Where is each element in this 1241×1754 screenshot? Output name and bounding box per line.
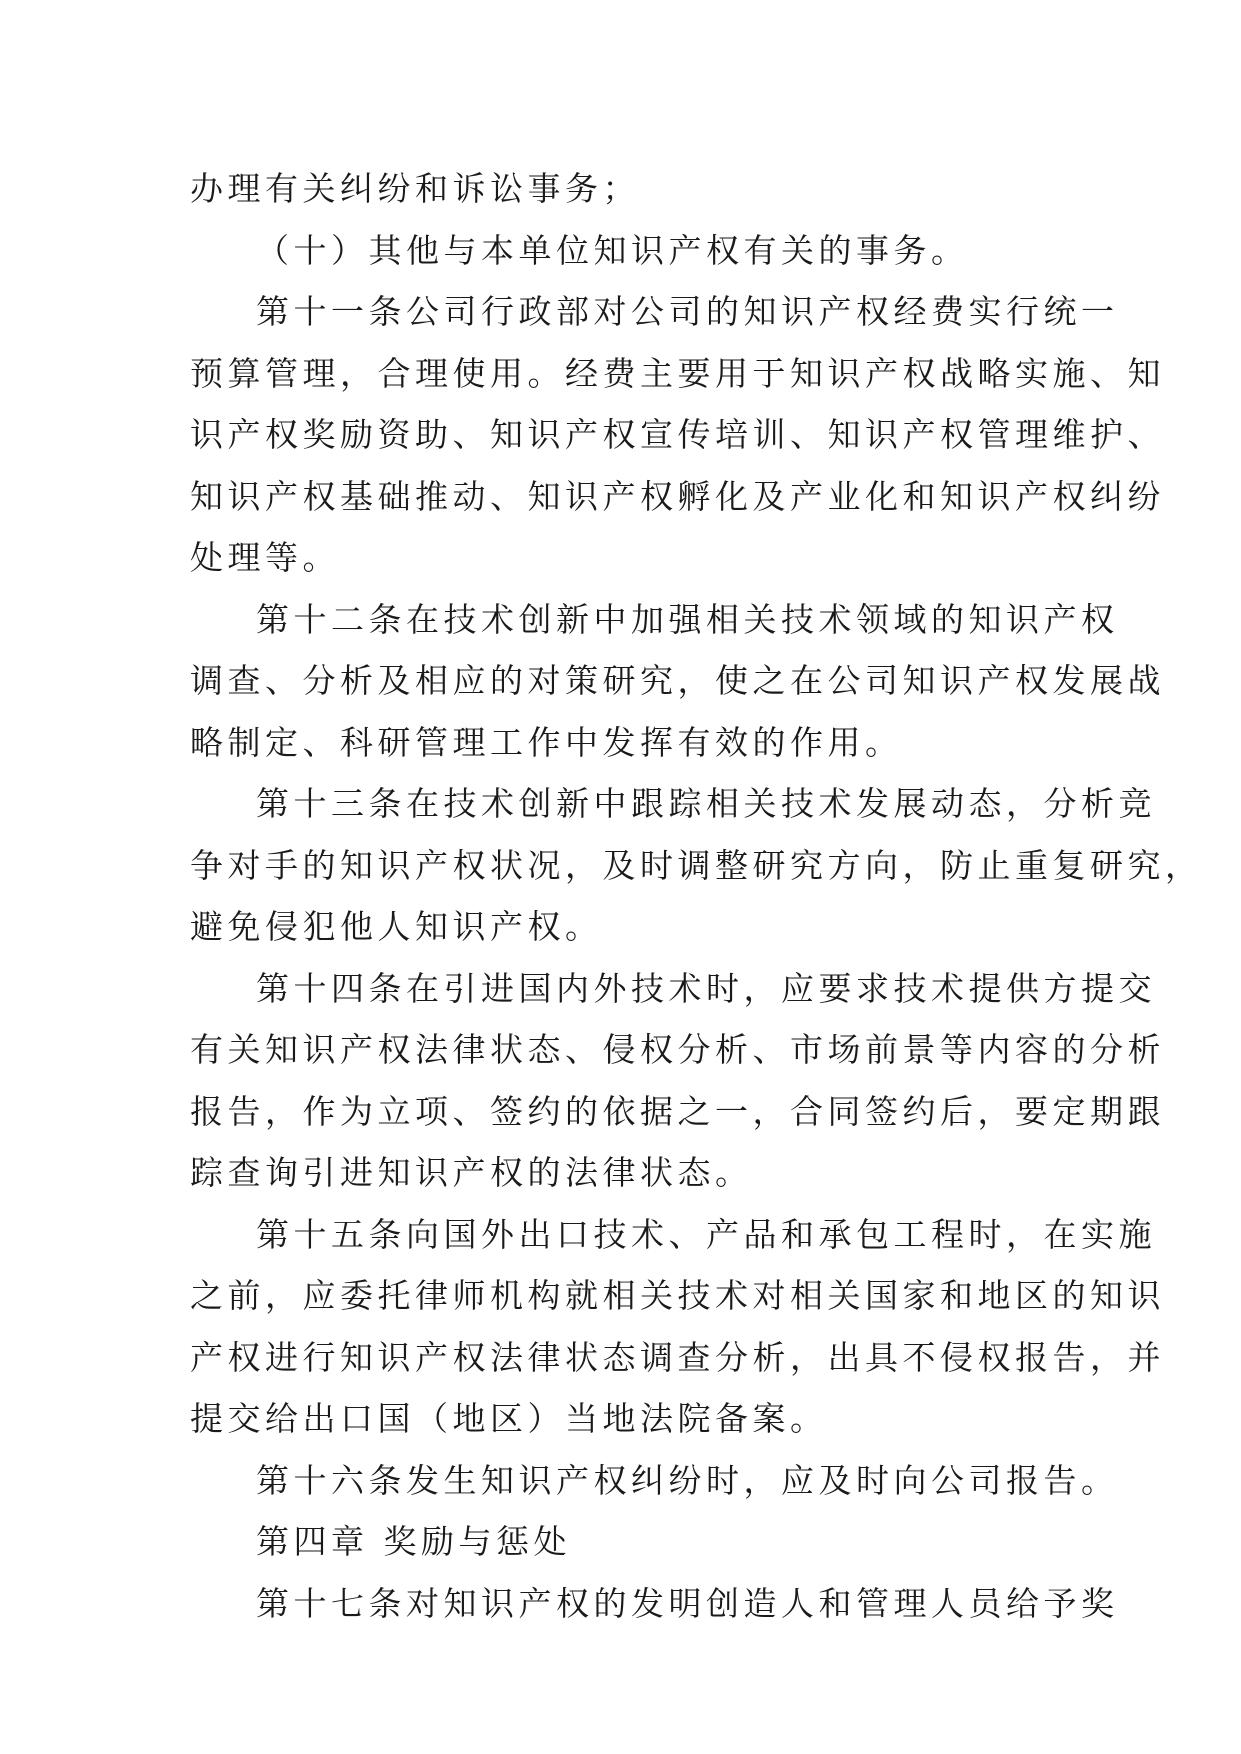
article-14-line: 第十四条在引进国内外技术时，应要求技术提供方提交 [256, 968, 1156, 1008]
text-line: 提交给出口国（地区）当地法院备案。 [190, 1399, 828, 1438]
article-17-line: 第十七条对知识产权的发明创造人和管理人员给予奖 [256, 1583, 1119, 1623]
article-11-line: 第十一条公司行政部对公司的知识产权经费实行统一 [256, 292, 1119, 331]
article-13-line: 第十三条在技术创新中跟踪相关技术发展动态，分析竞 [256, 784, 1156, 823]
article-15-line: 第十五条向国外出口技术、产品和承包工程时，在实施 [256, 1214, 1156, 1254]
text-line: 避免侵犯他人知识产权。 [190, 907, 603, 946]
article-16-line: 第十六条发生知识产权纠纷时，应及时向公司报告。 [256, 1460, 1119, 1500]
text-line: 略制定、科研管理工作中发挥有效的作用。 [190, 722, 903, 762]
text-line: 识产权奖励资助、知识产权宣传培训、知识产权管理维护、 [190, 415, 1165, 454]
text-line: 报告，作为立项、签约的依据之一，合同签约后，要定期跟 [190, 1091, 1165, 1131]
text-line: 办理有关纠纷和诉讼事务； [190, 169, 640, 208]
article-12-line: 第十二条在技术创新中加强相关技术领域的知识产权 [256, 599, 1119, 639]
text-line: 踪查询引进知识产权的法律状态。 [190, 1153, 753, 1192]
text-line: 有关知识产权法律状态、侵权分析、市场前景等内容的分析 [190, 1030, 1165, 1069]
text-line: 知识产权基础推动、知识产权孵化及产业化和知识产权纠纷 [190, 476, 1165, 516]
text-line: 产权进行知识产权法律状态调查分析，出具不侵权报告，并 [190, 1337, 1165, 1377]
text-line: 之前，应委托律师机构就相关技术对相关国家和地区的知识 [190, 1276, 1165, 1315]
document-body [190, 158, 1203, 1634]
text-line: 预算管理，合理使用。经费主要用于知识产权战略实施、知 [190, 353, 1165, 393]
chapter-heading: 第四章 奖励与惩处 [256, 1522, 571, 1561]
text-line: 处理等。 [190, 538, 340, 577]
text-line: 调查、分析及相应的对策研究，使之在公司知识产权发展战 [190, 661, 1165, 700]
text-line: （十）其他与本单位知识产权有关的事务。 [256, 230, 969, 270]
text-line: 争对手的知识产权状况，及时调整研究方向，防止重复研究， [190, 845, 1203, 885]
